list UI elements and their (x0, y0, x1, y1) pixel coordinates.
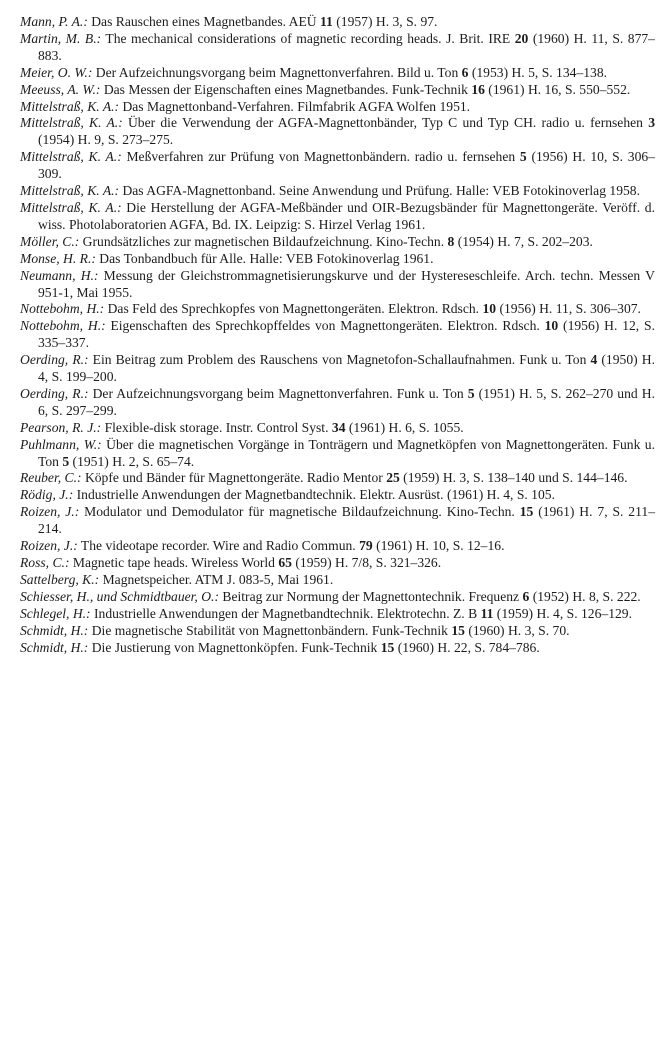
entry-author: Schiesser, H., und Schmidtbauer, O.: (20, 588, 219, 604)
bibliography-entry (20, 31, 655, 65)
entry-text-tail: (1950) H. 4, S. 199–200. (38, 352, 655, 385)
entry-author: Puhlmann, W.: (20, 436, 102, 452)
entry-author: Sattelberg, K.: (20, 571, 100, 587)
bibliography-entry (20, 386, 655, 420)
entry-text: Die magnetische Stabilität von Magnettonbändern. Funk-Technik (88, 622, 452, 638)
bibliography-entry (20, 504, 655, 538)
bibliography-entry (20, 149, 655, 183)
bibliography-entry (20, 183, 655, 200)
entry-volume: 4 (590, 352, 598, 368)
entry-author: Meier, O. W.: (20, 64, 93, 80)
entry-author: Monse, H. R.: (20, 250, 96, 266)
entry-text-tail: (1960) H. 22, S. 784–786. (394, 639, 540, 655)
entry-text: Über die magnetischen Vorgänge in Tonträgern und Magnetköpfen von Magnettongeräten. Funk u. Ton (38, 436, 655, 469)
entry-volume: 10 (482, 301, 497, 317)
bibliography-entry (20, 623, 655, 640)
entry-text-tail: (1956) H. 11, S. 306–307. (496, 301, 641, 317)
bibliography-entry (20, 538, 655, 555)
entry-volume: 5 (62, 453, 70, 469)
bibliography-entry (20, 234, 655, 251)
entry-text: Eigenschaften des Sprechkopffeldes von Magnettongeräten. Elektron. Rdsch. (105, 318, 545, 334)
entry-text-tail: (1951) H. 5, S. 262–270 und H. 6, S. 297–299. (38, 385, 655, 418)
entry-text: Der Aufzeichnungsvorgang beim Magnettonverfahren. Funk u. Ton (88, 385, 468, 401)
entry-volume: 11 (480, 605, 494, 621)
entry-text: Magnetspeicher. ATM J. 083-5, Mai 1961. (99, 571, 334, 587)
entry-text-tail: (1954) H. 9, S. 273–275. (38, 132, 174, 148)
bibliography-entry (20, 268, 655, 302)
entry-text-tail: (1961) H. 16, S. 550–552. (484, 81, 631, 97)
bibliography-entry (20, 606, 655, 623)
entry-text-tail: (1956) H. 10, S. 306–309. (38, 149, 655, 182)
entry-text: Die Justierung von Magnettonköpfen. Funk-Technik (88, 639, 381, 655)
bibliography-entry (20, 99, 655, 116)
entry-author: Mittelstraß, K. A.: (20, 115, 123, 131)
bibliography-entry (20, 82, 655, 99)
entry-text: Flexible-disk storage. Instr. Control Syst. (101, 419, 332, 435)
bibliography-entry (20, 589, 655, 606)
entry-volume: 8 (447, 233, 455, 249)
entry-volume: 6 (461, 64, 469, 80)
entry-volume: 25 (386, 470, 400, 486)
entry-text: Meßverfahren zur Prüfung von Magnettonbändern. radio u. fernsehen (121, 149, 520, 165)
entry-text-tail: (1959) H. 4, S. 126–129. (493, 605, 632, 621)
entry-author: Oerding, R.: (20, 385, 89, 401)
entry-author: Mittelstraß, K. A.: (20, 98, 120, 114)
entry-author: Oerding, R.: (20, 352, 89, 368)
bibliography-entry (20, 301, 655, 318)
entry-author: Schmidt, H.: (20, 622, 89, 638)
entry-text-tail: (1956) H. 12, S. 335–337. (38, 318, 655, 351)
bibliography-entry (20, 640, 655, 657)
entry-volume: 5 (519, 149, 527, 165)
entry-text: Köpfe und Bänder für Magnettongeräte. Radio Mentor (81, 470, 387, 486)
entry-text: Der Aufzeichnungsvorgang beim Magnettonverfahren. Bild u. Ton (92, 64, 462, 80)
entry-text-tail: (1960) H. 11, S. 877–883. (38, 30, 655, 63)
entry-text: Beitrag zur Normung der Magnettontechnik. Frequenz (218, 588, 523, 604)
bibliography-entry (20, 470, 655, 487)
entry-text: Das Tonbandbuch für Alle. Halle: VEB Fotokinoverlag 1961. (95, 250, 434, 266)
entry-text-tail: (1961) H. 10, S. 12–16. (372, 538, 505, 554)
entry-author: Mittelstraß, K. A.: (20, 199, 122, 215)
entry-text: Das AGFA-Magnettonband. Seine Anwendung und Prüfung. Halle: VEB Fotokinoverlag 1958. (119, 183, 640, 199)
entry-text: Ein Beitrag zum Problem des Rauschens von Magnetofon-Schallaufnahmen. Funk u. Ton (88, 352, 591, 368)
entry-text: Das Rauschen eines Magnetbandes. AEÜ (87, 14, 321, 29)
entry-volume: 11 (320, 14, 333, 29)
entry-text-tail: (1957) H. 3, S. 97. (332, 14, 438, 29)
bibliography-entry (20, 65, 655, 82)
entry-volume: 20 (514, 30, 529, 46)
entry-text: Magnetic tape heads. Wireless World (69, 555, 279, 570)
entry-volume: 65 (278, 555, 292, 570)
entry-text: Die Herstellung der AGFA-Meßbänder und OIR-Bezugsbänder für Magnettongeräte. Veröff. d. wiss. Photolaboratorien AGFA, Bd. IX. Leipzig: S. Hirzel Verlag 1961. (38, 199, 655, 232)
bibliography-entry (20, 572, 655, 589)
entry-text-tail: (1952) H. 8, S. 222. (529, 588, 641, 604)
bibliography-entry (20, 318, 655, 352)
bibliography-entry (20, 14, 655, 31)
entry-text: Das Messen der Eigenschaften eines Magnetbandes. Funk-Technik (100, 81, 472, 97)
entry-text-tail: (1960) H. 3, S. 70. (464, 622, 570, 638)
entry-author: Reuber, C.: (20, 470, 82, 486)
bibliography-entry (20, 555, 655, 572)
entry-volume: 16 (471, 81, 485, 97)
entry-author: Mittelstraß, K. A.: (20, 149, 122, 165)
entry-text: Grundsätzliches zur magnetischen Bildaufzeichnung. Kino-Techn. (79, 233, 448, 249)
bibliography-entry (20, 251, 655, 268)
entry-text-tail: (1959) H. 7/8, S. 321–326. (291, 555, 442, 570)
entry-volume: 6 (522, 588, 530, 604)
entry-author: Roizen, J.: (20, 504, 80, 520)
entry-volume: 5 (467, 385, 475, 401)
entry-volume: 15 (380, 639, 395, 655)
entry-text: Industrielle Anwendungen der Magnetbandtechnik. Elektrotechn. Z. B (90, 605, 481, 621)
entry-volume: 15 (519, 504, 534, 520)
bibliography-entry (20, 200, 655, 234)
entry-text: Das Magnettonband-Verfahren. Filmfabrik AGFA Wolfen 1951. (119, 98, 471, 114)
entry-text-tail: (1961) H. 7, S. 211–214. (38, 504, 655, 537)
bibliography-entry (20, 487, 655, 504)
entry-text: Das Feld des Sprechkopfes von Magnettongeräten. Elektron. Rdsch. (104, 301, 483, 317)
entry-author: Nottebohm, H.: (20, 318, 106, 334)
entry-text: The mechanical considerations of magnetic recording heads. J. Brit. IRE (101, 30, 515, 46)
entry-text-tail: (1959) H. 3, S. 138–140 und S. 144–146. (399, 470, 628, 486)
entry-text: Messung der Gleichstrommagnetisierungskurve und der Hystereseschleife. Arch. techn. Messen V 951-1, Mai 1955. (38, 267, 655, 300)
entry-author: Ross, C.: (20, 555, 70, 570)
entry-volume: 34 (331, 419, 346, 435)
entry-author: Martin, M. B.: (20, 30, 102, 46)
entry-author: Rödig, J.: (20, 487, 74, 503)
entry-text: Über die Verwendung der AGFA-Magnettonbänder, Typ C und Typ CH. radio u. fernsehen (122, 115, 649, 131)
entry-volume: 3 (648, 115, 656, 131)
bibliography-entry (20, 115, 655, 149)
entry-author: Roizen, J.: (20, 538, 78, 554)
entry-text-tail: (1954) H. 7, S. 202–203. (454, 233, 593, 249)
entry-author: Schmidt, H.: (20, 639, 89, 655)
entry-author: Pearson, R. J.: (20, 419, 102, 435)
entry-text-tail: (1953) H. 5, S. 134–138. (468, 64, 608, 80)
entry-text-tail: (1961) H. 6, S. 1055. (345, 419, 464, 435)
entry-text: Industrielle Anwendungen der Magnetbandtechnik. Elektr. Ausrüst. (1961) H. 4, S. 105. (73, 487, 555, 503)
entry-volume: 79 (359, 538, 373, 554)
entry-author: Meeuss, A. W.: (20, 81, 101, 97)
entry-text: The videotape recorder. Wire and Radio Commun. (77, 538, 360, 554)
entry-volume: 15 (451, 622, 465, 638)
bibliography-entry (20, 420, 655, 437)
entry-text: Modulator und Demodulator für magnetische Bildaufzeichnung. Kino-Techn. (79, 504, 520, 520)
entry-author: Neumann, H.: (20, 267, 99, 283)
entry-author: Möller, C.: (20, 233, 80, 249)
entry-author: Mann, P. A.: (20, 14, 88, 29)
entry-author: Mittelstraß, K. A.: (20, 183, 120, 199)
bibliography-entry (20, 437, 655, 471)
entry-author: Nottebohm, H.: (20, 301, 105, 317)
entry-author: Schlegel, H.: (20, 605, 91, 621)
bibliography-entry (20, 352, 655, 386)
entry-volume: 10 (544, 318, 559, 334)
entry-text-tail: (1951) H. 2, S. 65–74. (69, 453, 195, 469)
